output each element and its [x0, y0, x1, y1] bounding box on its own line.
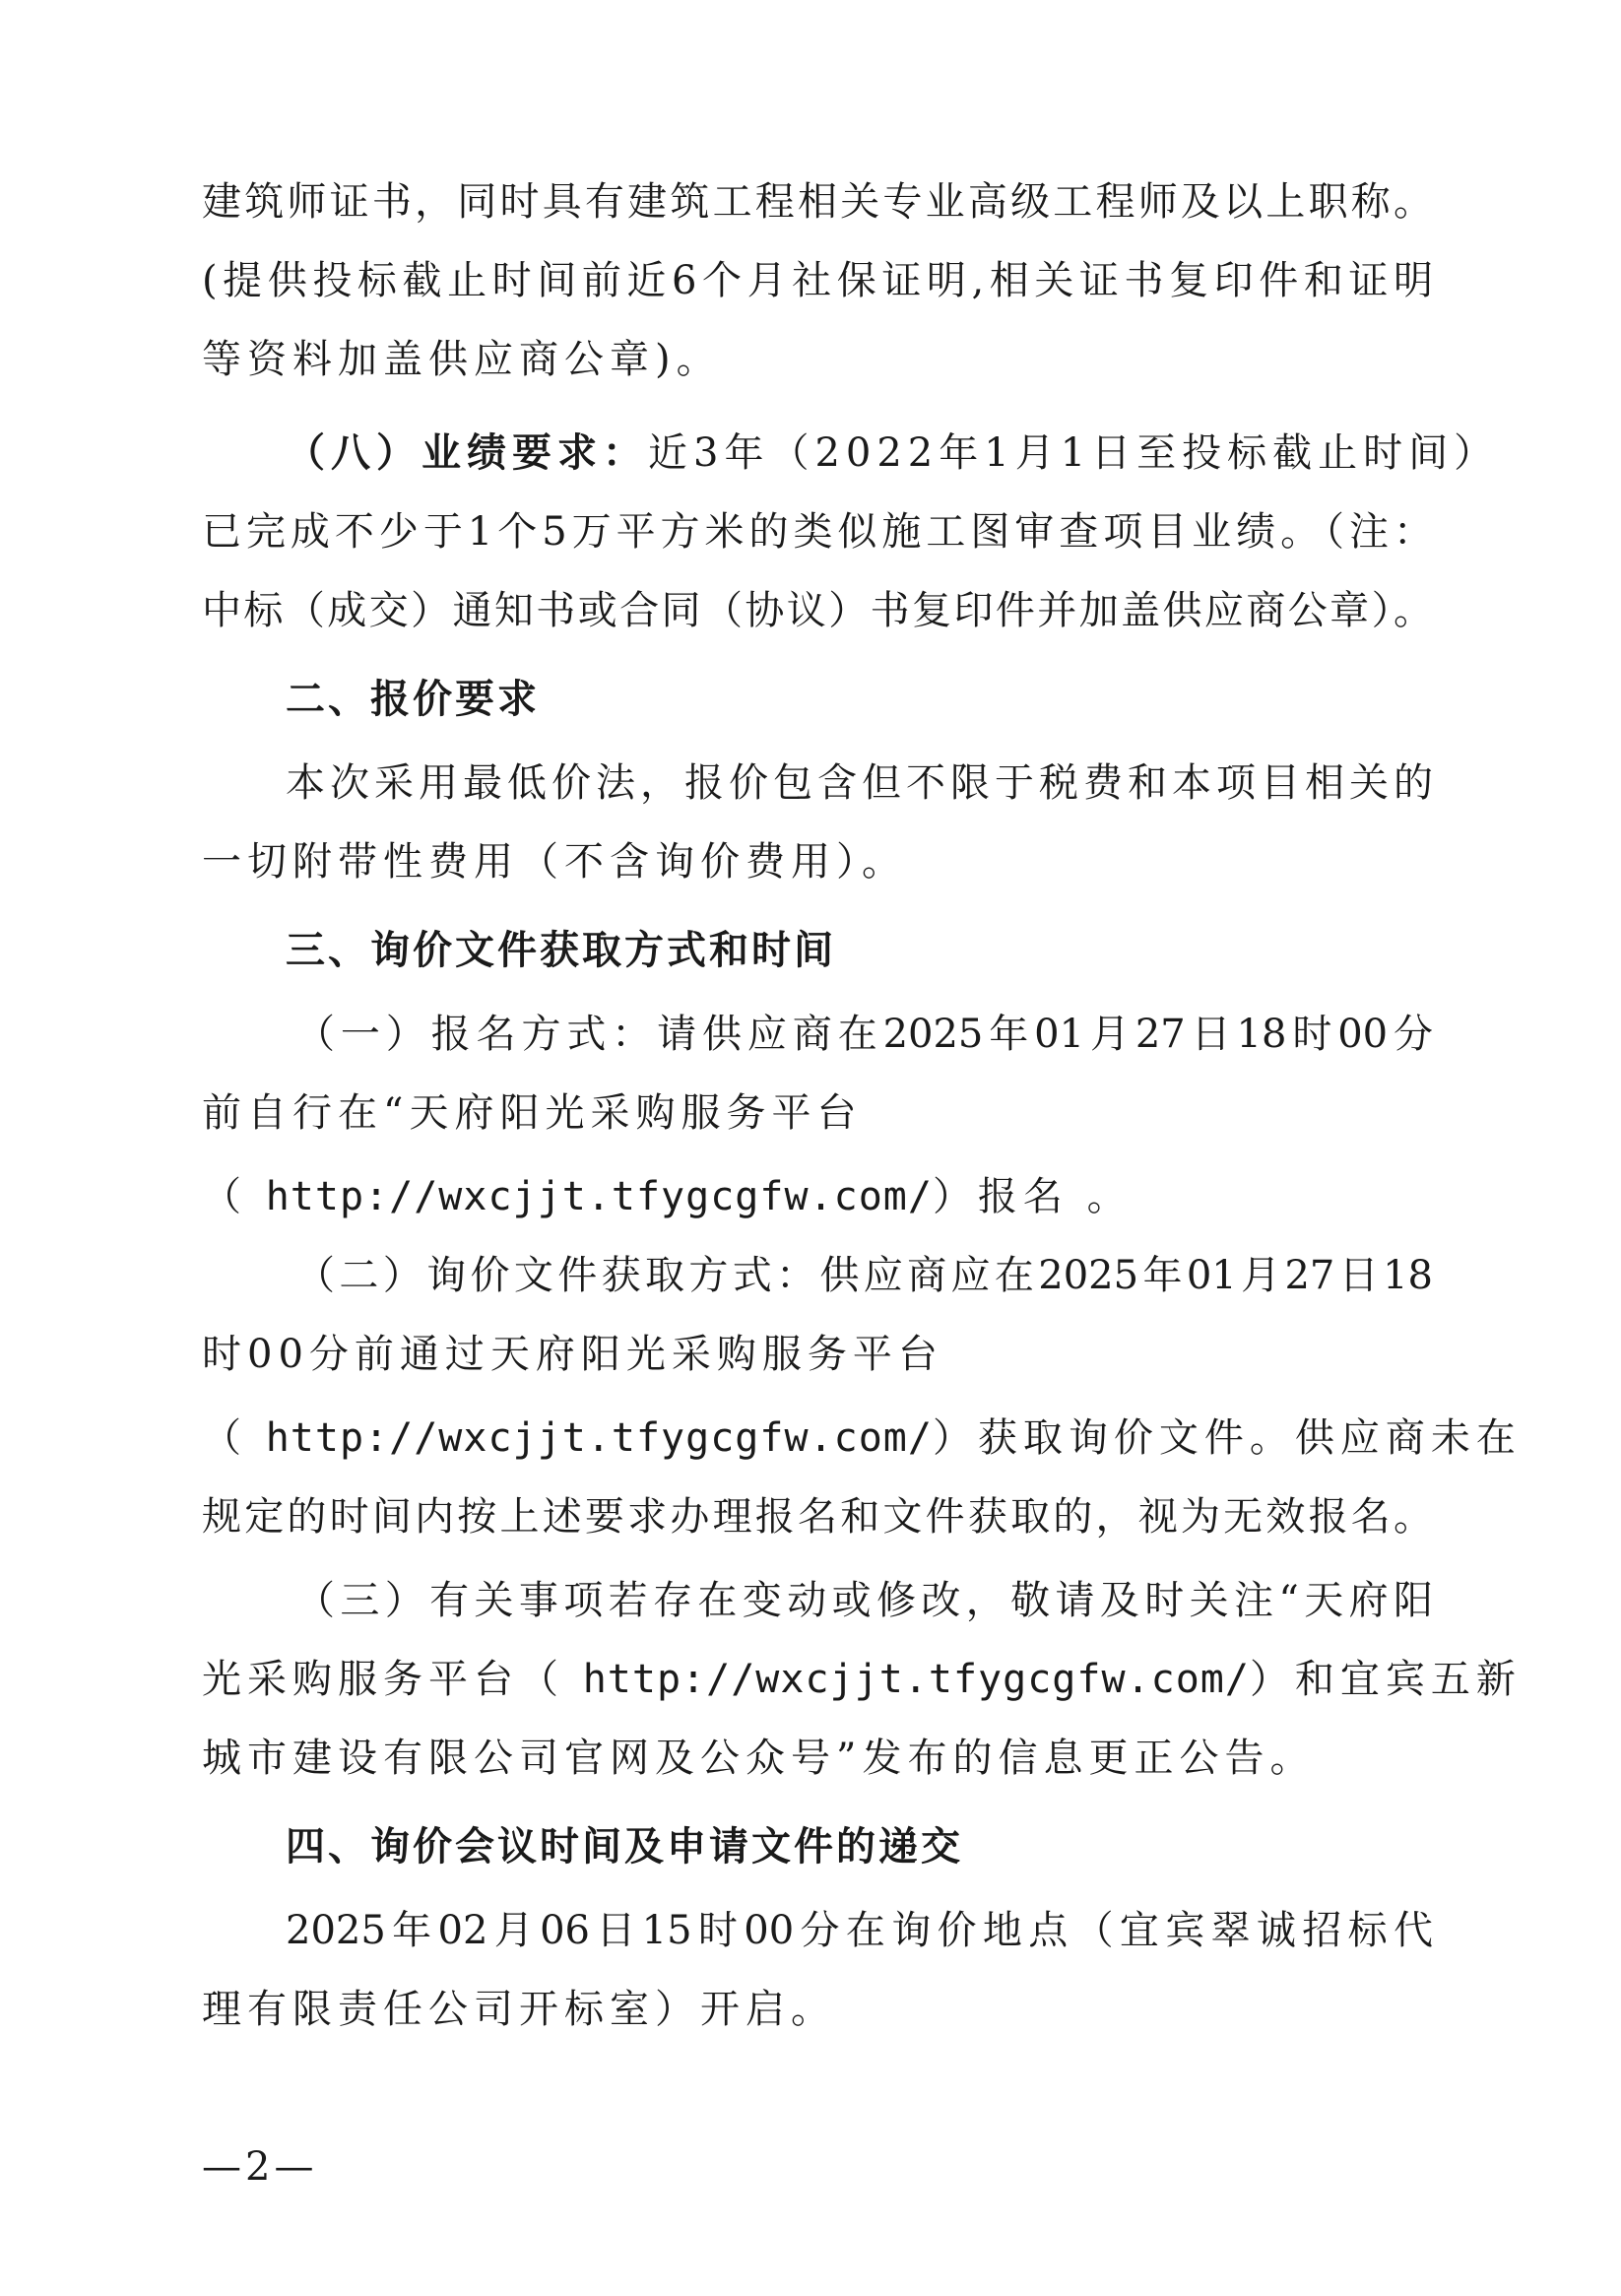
- paragraph-line: 城市建设有限公司官网及公众号”发布的信息更正公告。: [202, 1736, 1316, 1781]
- paragraph-line: 已完成不少于1个5万平方米的类似施工图审查项目业绩。（注：: [202, 509, 1433, 555]
- paragraph-text: ）报名 。: [932, 1174, 1133, 1219]
- paragraph-text: ）和宜宾五新: [1249, 1657, 1522, 1702]
- paren-open: （: [202, 1415, 266, 1461]
- paragraph-line: 建筑师证书，同时具有建筑工程相关专业高级工程师及以上职称。: [202, 179, 1433, 225]
- paragraph-line: 时00分前通过天府阳光采购服务平台: [202, 1332, 943, 1377]
- paragraph-line: （三）有关事项若存在变动或修改，敬请及时关注“天府阳: [295, 1578, 1433, 1623]
- section-heading: 三、询价文件获取方式和时间: [286, 928, 836, 973]
- paragraph-line: 规定的时间内按上述要求办理报名和文件获取的，视为无效报名。: [202, 1494, 1433, 1540]
- page-number: —2—: [202, 2144, 318, 2190]
- paragraph-text: ）获取询价文件。供应商未在: [932, 1415, 1522, 1461]
- paragraph-line: (提供投标截止时间前近6个月社保证明,相关证书复印件和证明: [202, 258, 1433, 303]
- paragraph-line: 一切附带性费用（不含询价费用）。: [202, 839, 907, 885]
- paragraph-line: 2025年02月06日15时00分在询价地点（宜宾翠诚招标代: [286, 1908, 1433, 1953]
- platform-url[interactable]: http://wxcjjt.tfygcgfw.com/: [265, 1415, 933, 1461]
- paragraph-text: 光采购服务平台（: [202, 1657, 583, 1702]
- paragraph-line: （一）报名方式：请供应商在2025年01月27日18时00分: [295, 1012, 1433, 1057]
- paragraph-line: 中标（成交）通知书或合同（协议）书复印件并加盖供应商公章）。: [202, 588, 1433, 633]
- paragraph-line: 本次采用最低价法，报价包含但不限于税费和本项目相关的: [286, 760, 1433, 806]
- paragraph-line: 前自行在“天府阳光采购服务平台: [202, 1090, 863, 1136]
- section-heading: 四、询价会议时间及申请文件的递交: [286, 1824, 963, 1870]
- paragraph-line: 等资料加盖供应商公章)。: [202, 337, 722, 382]
- platform-url[interactable]: http://wxcjjt.tfygcgfw.com/: [265, 1174, 933, 1219]
- section-label: （八）业绩要求：: [286, 430, 648, 476]
- paragraph-line: [202, 1409, 1522, 1470]
- paragraph-line: [202, 1650, 1522, 1711]
- paragraph-line: [286, 424, 1500, 485]
- section-heading: 二、报价要求: [286, 677, 540, 722]
- paragraph-text: 近3年（2022年1月1日至投标截止时间）: [648, 430, 1500, 476]
- paragraph-line: 理有限责任公司开标室）开启。: [202, 1987, 836, 2032]
- platform-url[interactable]: http://wxcjjt.tfygcgfw.com/: [582, 1657, 1250, 1702]
- paren-open: （: [202, 1174, 266, 1219]
- paragraph-line: [202, 1167, 1433, 1228]
- paragraph-line: （二）询价文件获取方式：供应商应在2025年01月27日18: [295, 1253, 1433, 1298]
